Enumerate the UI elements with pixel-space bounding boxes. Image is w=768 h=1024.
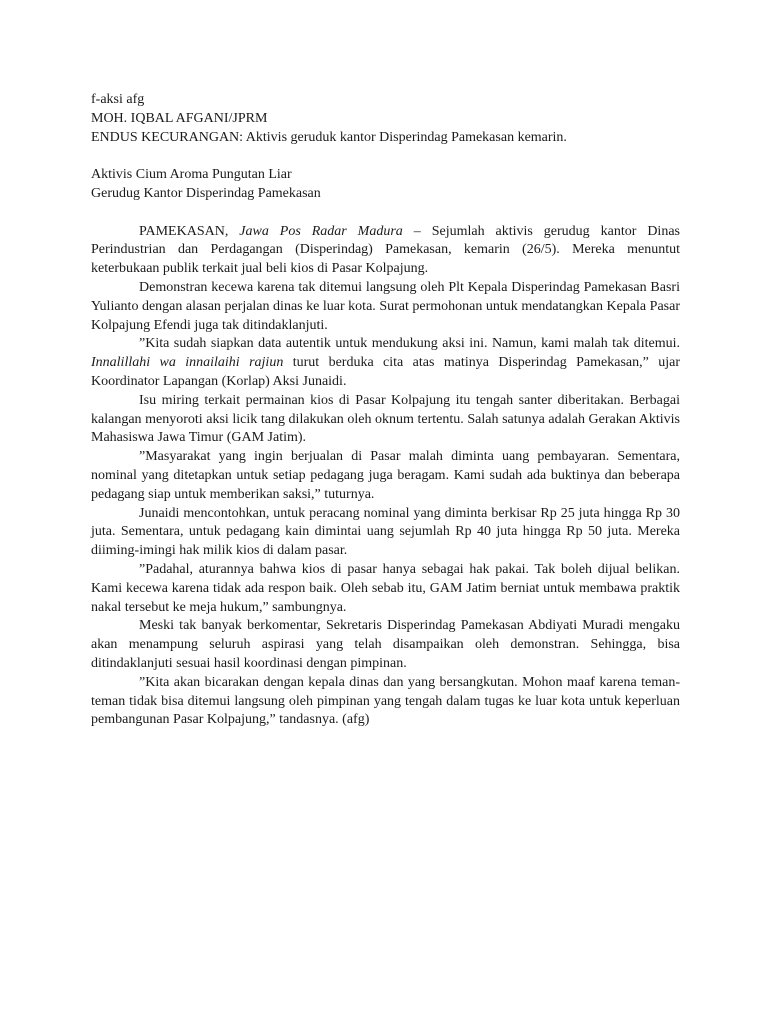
paragraph-1 bbox=[91, 223, 680, 279]
source-name: Jawa Pos Radar Madura bbox=[239, 223, 403, 239]
headline-line-2: Gerudug Kantor Disperindag Pamekasan bbox=[91, 185, 321, 201]
photo-credit: MOH. IQBAL AFGANI/JPRM bbox=[91, 110, 268, 126]
article-body bbox=[91, 223, 680, 731]
paragraph-4: Isu miring terkait permainan kios di Pasar Kolpajung itu tengah santer diberitakan. Berbagai kalangan menyoroti aksi licik tang dilakukan oleh oknum tertentu. Salah satunya adalah Gerakan Aktivis Mahasiswa Jawa Timur (GAM Jatim). bbox=[91, 392, 680, 446]
paragraph-3-text-b: turut berduka cita atas matinya Disperindag Pamekasan,” ujar Koordinator Lapangan (Korlap) Aksi Junaidi. bbox=[91, 355, 680, 389]
paragraph-8: Meski tak banyak berkomentar, Sekretaris Disperindag Pamekasan Abdiyati Muradi mengaku akan menampung seluruh aspirasi yang telah disampaikan oleh demonstran. Sehingga, bisa ditindaklanjuti sesuai hasil koordinasi dengan pimpinan. bbox=[91, 618, 680, 671]
paragraph-3 bbox=[91, 335, 680, 391]
paragraph-2: Demonstran kecewa karena tak ditemui langsung oleh Plt Kepala Disperindag Pamekasan Basri Yulianto dengan alasan perjalan dinas ke luar kota. Surat permohonan untuk mendatangkan Kepala Pasar Kolpajung Efendi juga tak ditindaklanjuti. bbox=[91, 279, 680, 333]
article-meta bbox=[91, 91, 680, 147]
paragraph-7: ”Padahal, aturannya bahwa kios di pasar hanya sebagai hak pakai. Tak boleh dijual belikan. Kami kecewa karena tidak ada respon baik. Oleh sebab itu, GAM Jatim berniat untuk membawa praktik nakal tersebut ke meja hukum,” sambungnya. bbox=[91, 561, 680, 615]
article-code: f-aksi afg bbox=[91, 92, 145, 107]
headline bbox=[91, 166, 680, 204]
paragraph-6: Junaidi mencontohkan, untuk peracang nominal yang diminta berkisar Rp 25 juta hingga Rp 30 juta. Sementara, untuk pedagang kain dimintai uang sejumlah Rp 40 juta hingga Rp 50 juta. Mereka diiming-imingi hak milik kios di dalam pasar. bbox=[91, 505, 680, 559]
paragraph-5: ”Masyarakat yang ingin berjualan di Pasar malah diminta uang pembayaran. Sementara, nominal yang ditetapkan untuk setiap pedagang juga beragam. Kami sudah ada buktinya dan beberapa pedagang siap untuk memberikan saksi,” tuturnya. bbox=[91, 449, 680, 502]
paragraph-9: ”Kita akan bicarakan dengan kepala dinas dan yang bersangkutan. Mohon maaf karena teman-teman tidak bisa ditemui langsung oleh pimpinan yang tengah dalam tugas ke luar kota untuk keperluan pembangunan Pasar Kolpajung,” tandasnya. (afg) bbox=[91, 674, 680, 728]
photo-caption: ENDUS KECURANGAN: Aktivis geruduk kantor Disperindag Pamekasan kemarin. bbox=[91, 129, 567, 145]
paragraph-3-text-a: ”Kita sudah siapkan data autentik untuk mendukung aksi ini. Namun, kami malah tak ditemui. bbox=[139, 336, 680, 352]
paragraph-3-italic: Innalillahi wa innailaihi rajiun bbox=[91, 355, 284, 371]
headline-line-1: Aktivis Cium Aroma Pungutan Liar bbox=[91, 167, 292, 183]
paragraph-1-text: – Sejumlah aktivis gerudug kantor Dinas Perindustrian dan Perdagangan (Disperindag) Pamekasan, kemarin (26/5). Mereka menuntut keterbukaan publik terkait jual beli kios di Pasar Kolpajung. bbox=[91, 223, 680, 277]
dateline: PAMEKASAN, bbox=[139, 223, 240, 239]
spacer bbox=[91, 147, 680, 166]
document-page bbox=[91, 91, 680, 730]
